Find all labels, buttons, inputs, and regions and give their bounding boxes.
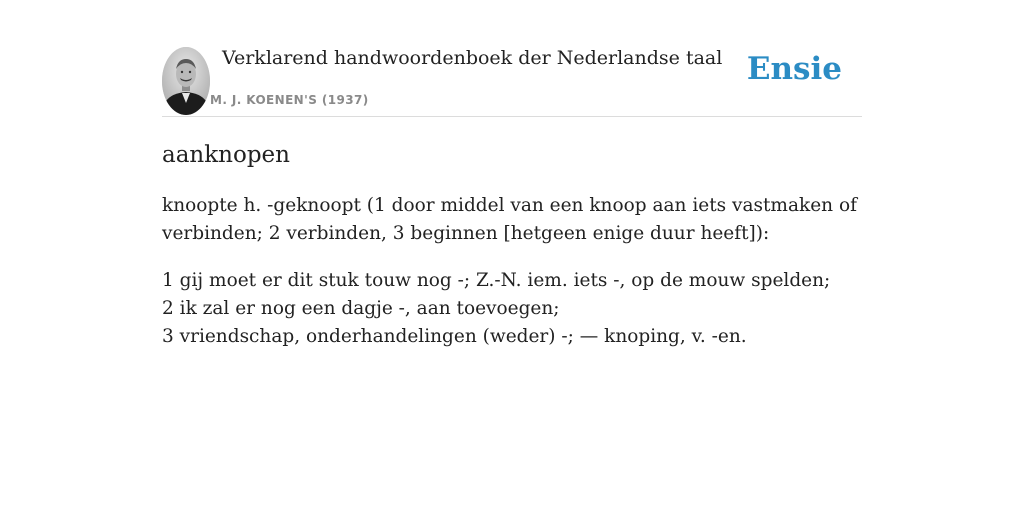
ensie-logo-link[interactable]: Ensie bbox=[746, 51, 842, 87]
definition: knoopte h. -geknoopt (1 door middel van een knoop aan iets vastmaken of verbinden; 2 verbinden, 3 beginnen [hetgeen enige duur heeft]): bbox=[162, 195, 857, 244]
book-title: Verklarend handwoordenboek der Nederlandse taal bbox=[222, 47, 723, 69]
example-line: 3 vriendschap, onderhandelingen (weder) -; — knoping, v. -en. bbox=[162, 326, 747, 347]
page bbox=[162, 0, 862, 347]
examples bbox=[162, 267, 862, 351]
headword: aanknopen bbox=[162, 142, 290, 168]
example-line: 1 gij moet er dit stuk touw nog -; Z.-N. iem. iets -, op de mouw spelden; bbox=[162, 270, 831, 291]
edition-label: M. J. KOENEN'S (1937) bbox=[210, 93, 369, 107]
author-portrait bbox=[162, 47, 210, 115]
example-line: 2 ik zal er nog een dagje -, aan toevoegen; bbox=[162, 298, 560, 319]
header bbox=[162, 0, 862, 117]
author-portrait-image bbox=[162, 47, 210, 115]
